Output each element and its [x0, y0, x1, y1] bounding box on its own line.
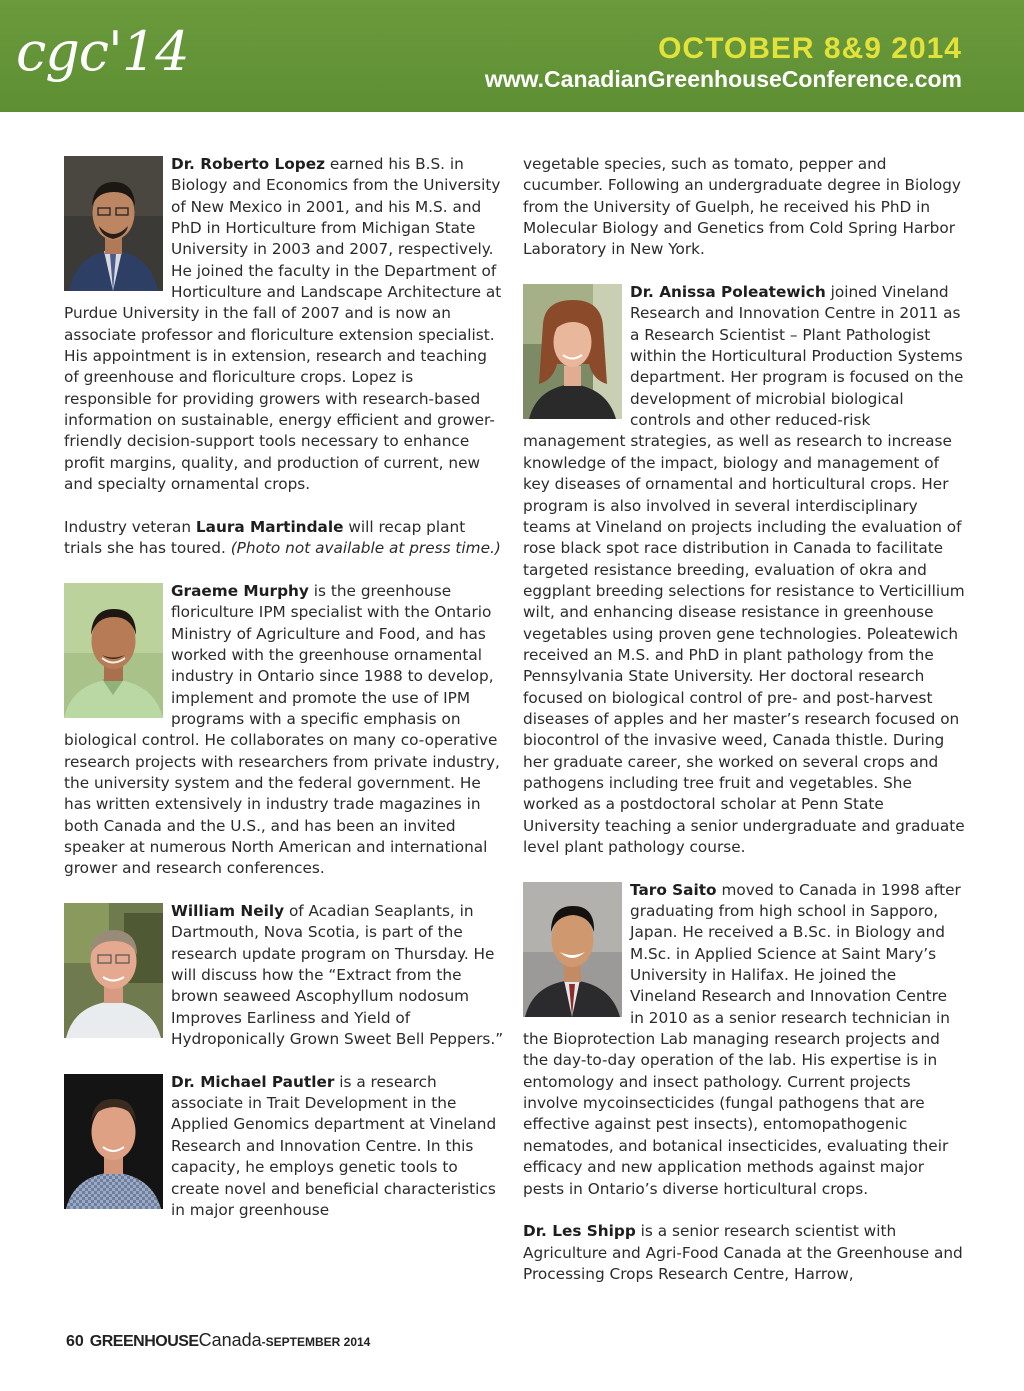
bio-roberto-lopez	[64, 154, 504, 496]
name-roberto-lopez: Dr. Roberto Lopez	[171, 155, 325, 173]
name-laura-martindale: Laura Martindale	[195, 517, 344, 536]
magazine-brand-light: Canada	[198, 1330, 262, 1350]
bio-text-anissa-poleatewich: joined Vineland Research and Innovation Centre in 2011 as a Research Scientist – Plant Pathologist within the Horticultural Production Systems department. Her program is focused on the development of microbial biological controls and other reduced-risk management strategies, as well as research to increase knowledge of the impact, biology and management of key diseases of ornamental and horticultural crops. Her program is also involved in several interdisciplinary teams at Vineland on projects including the evaluation of rose black spot race distribution in Canada to facilitate targeted resistance breeding, evaluation of okra and eggplant breeding selections for resistance to Verticillium wilt, and enhancing disease resistance in greenhouse vegetables using proven gene technologies. Poleatewich received an M.S. and PhD in plant pathology from the Pennsylvania State University. Her doctoral research focused on biological control of pre- and post-harvest diseases of apples and her master’s research focused on biocontrol of the invasive weed, Canada thistle. During her graduate career, she worked on several crops and pathogens including tree fruit and vegetables. She worked as a postdoctoral scholar at Penn State University teaching a senior undergraduate and graduate level plant pathology course.	[523, 283, 965, 856]
bio-text-roberto-lopez: earned his B.S. in Biology and Economics from the University of New Mexico in 2001, and his M.S. and PhD in Horticulture from Michigan State University in 2003 and 2007, respectively. He joined the faculty in the Department of Horticulture and Landscape Architecture at Purdue University in the fall of 2007 and is now an associate professor and floriculture extension specialist. His appointment is in extension, research and teaching of greenhouse and floriculture crops. Lopez is responsible for providing growers with research-based information on sustainable, energy efficient and grower-friendly decision-support tools necessary to enhance profit margins, quality, and production of current, new and specialty ornamental crops.	[64, 155, 502, 494]
bio-william-neily	[64, 901, 504, 1050]
left-column	[64, 154, 504, 1243]
bio-text-graeme-murphy: is the greenhouse floriculture IPM specialist with the Ontario Ministry of Agriculture and Food, and has worked with the greenhouse ornamental industry in Ontario since 1988 to develop, implement and promote the use of IPM programs with a specific emphasis on biological control. He collaborates on many co-operative research projects with researchers from private industry, the university system and the federal government. He has written extensively in industry trade magazines in both Canada and the U.S., and has been an invited speaker at numerous North American and international grower and research conferences.	[64, 581, 500, 878]
conference-url-link[interactable]: www.CanadianGreenhouseConference.com	[484, 66, 962, 92]
bio-les-shipp	[523, 1221, 965, 1285]
photo-note: (Photo not available at press time.)	[230, 539, 501, 558]
portrait-michael-pautler	[64, 1074, 163, 1209]
bio-michael-pautler	[64, 1072, 504, 1221]
bio-lead-laura-martindale: Industry veteran	[64, 517, 196, 536]
bio-text-les-shipp: is a senior research scientist with Agriculture and Agri-Food Canada at the Greenhouse and Processing Crops Research Centre, Harrow,	[523, 1222, 963, 1283]
bio-laura-martindale	[64, 517, 504, 560]
right-column	[523, 154, 965, 1307]
bio-text-william-neily: of Acadian Seaplants, in Dartmouth, Nova Scotia, is part of the research update program on Thursday. He will discuss how the “Extract from the brown seaweed Ascophyllum nodosum Improves Earliness and Yield of Hydroponically Grown Sweet Bell Peppers.”	[171, 902, 504, 1049]
page-footer	[66, 1330, 370, 1351]
portrait-anissa-poleatewich	[523, 284, 622, 419]
name-les-shipp: Dr. Les Shipp	[523, 1222, 636, 1241]
name-anissa-poleatewich: Dr. Anissa Poleatewich	[630, 283, 826, 302]
bio-anissa-poleatewich	[523, 282, 965, 858]
name-graeme-murphy: Graeme Murphy	[171, 581, 309, 600]
conference-logo: cgc'14	[16, 20, 189, 83]
portrait-roberto-lopez	[64, 156, 163, 291]
portrait-william-neily	[64, 903, 163, 1038]
bio-text-laura-martindale: will recap plant trials she has toured.	[64, 517, 466, 558]
bio-graeme-murphy	[64, 581, 504, 880]
bio-text-taro-saito: moved to Canada in 1998 after graduating from high school in Sapporo, Japan. He received a B.Sc. in Biology and M.Sc. in Applied Science at Saint Mary’s University in Halifax. He joined the Vineland Research and Innovation Centre in 2010 as a senior research technician in the Bioprotection Lab managing research projects and the day-to-day operation of the lab. His expertise is in entomology and insect pathology. Current projects involve mycoinsecticides (fungal pathogens that are effective against pest insects), entomopathogenic nematodes, and botanical insecticides, evaluating their efficacy and new application methods against major pests in Ontario’s diverse horticultural crops.	[523, 880, 961, 1198]
bio-text-michael-pautler: is a research associate in Trait Development in the Applied Genomics department at Vineland Research and Innovation Centre. In this capacity, he employs genetic tools to create novel and beneficial characteristics in major greenhouse	[171, 1072, 497, 1219]
issue-date: -SEPTEMBER 2014	[261, 1335, 371, 1349]
bio-taro-saito	[523, 880, 965, 1200]
portrait-graeme-murphy	[64, 583, 163, 718]
magazine-brand-bold: GREENHOUSE	[89, 1333, 199, 1350]
portrait-taro-saito	[523, 882, 622, 1017]
header-banner	[0, 0, 1024, 112]
name-michael-pautler: Dr. Michael Pautler	[171, 1072, 335, 1091]
event-date: OCTOBER 8&9 2014	[658, 32, 962, 65]
name-taro-saito: Taro Saito	[630, 880, 717, 899]
bio-michael-pautler-continued: vegetable species, such as tomato, pepper and cucumber. Following an undergraduate degree in Biology from the University of Guelph, he received his PhD in Molecular Biology and Genetics from Cold Spring Harbor Laboratory in New York.	[523, 155, 961, 259]
name-william-neily: William Neily	[171, 902, 285, 921]
page-number: 60	[66, 1333, 84, 1350]
